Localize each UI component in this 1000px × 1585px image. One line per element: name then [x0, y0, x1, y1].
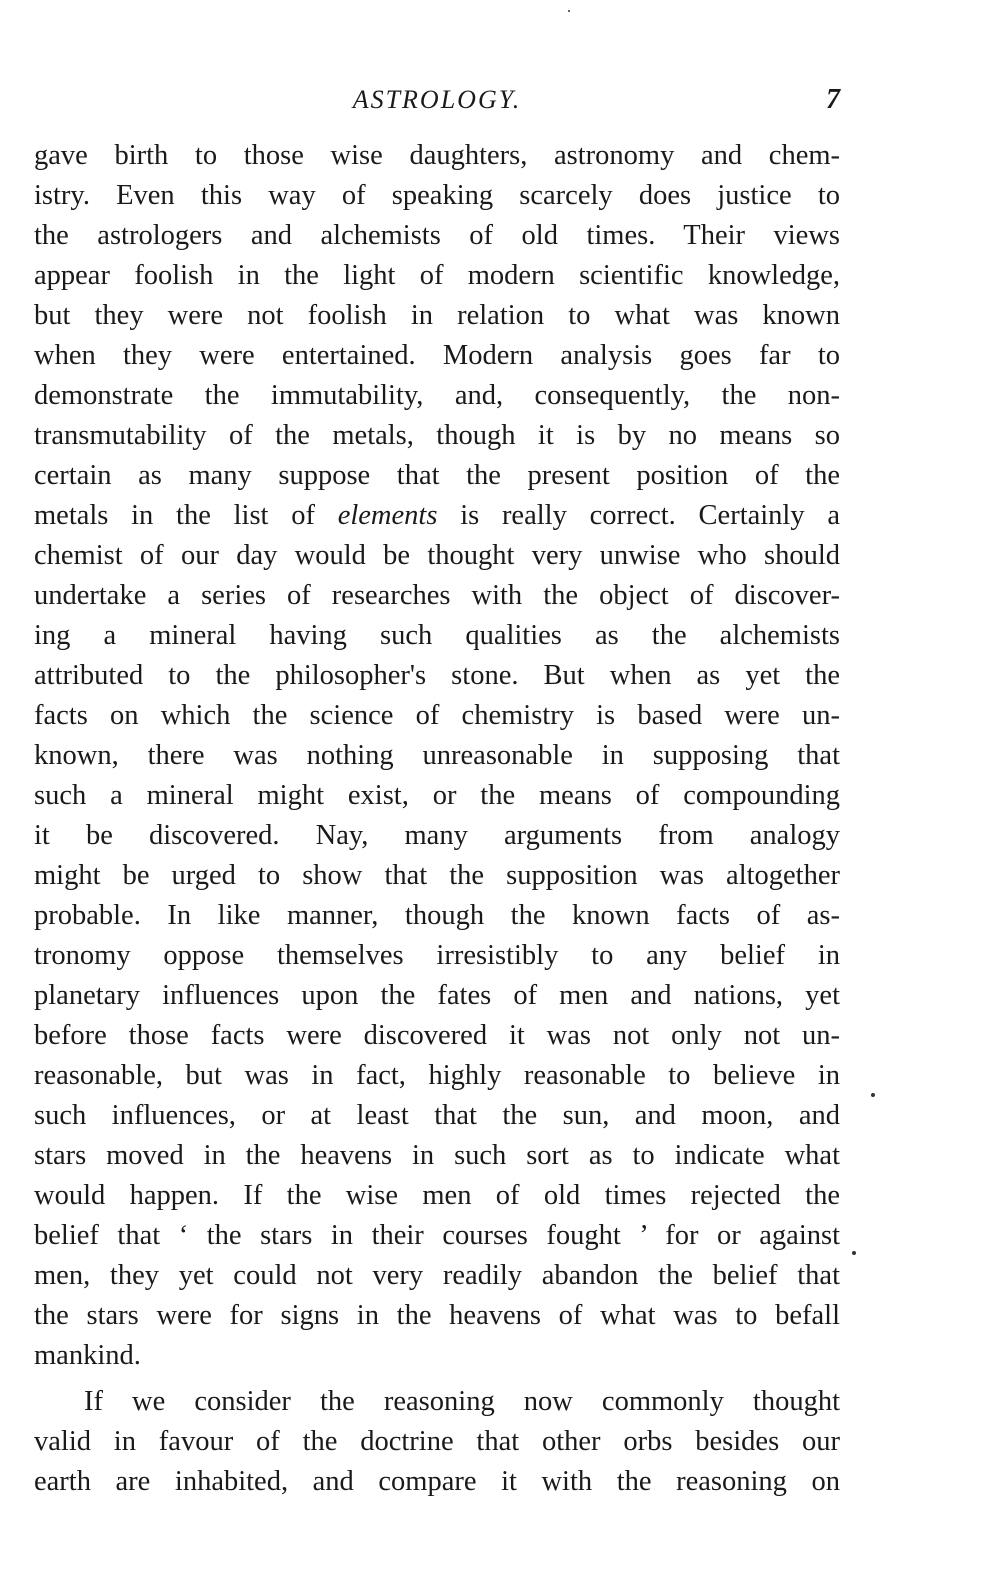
text-line: ing a mineral having such qualities as the alchemists [34, 620, 840, 651]
text-line: before those facts were discovered it was not only not un- [34, 1020, 840, 1051]
text-line: planetary influences upon the fates of men and nations, yet [34, 980, 840, 1011]
text-line: the stars were for signs in the heavens of what was to befall [34, 1300, 840, 1331]
text-line: it be discovered. Nay, many arguments from analogy [34, 820, 840, 851]
text-line: men, they yet could not very readily abandon the belief that [34, 1260, 840, 1291]
text-line [34, 496, 840, 536]
text-line: belief that ‘ the stars in their courses fought ’ for or against [34, 1220, 840, 1251]
print-speck [871, 1093, 875, 1097]
text-line: certain as many suppose that the present position of the [34, 460, 840, 491]
text-line: such a mineral might exist, or the means of compounding [34, 780, 840, 811]
text-line: might be urged to show that the supposition was altogether [34, 860, 840, 891]
text-segment: metals in the list of [34, 500, 315, 531]
text-line: attributed to the philosopher's stone. But when as yet the [34, 660, 840, 691]
text-line: gave birth to those wise daughters, astronomy and chem- [34, 140, 840, 171]
print-speck [852, 1251, 856, 1255]
text-line: demonstrate the immutability, and, consequently, the non- [34, 380, 840, 411]
paragraph-first-line: If we consider the reasoning now commonly thought [84, 1386, 840, 1417]
text-line: probable. In like manner, though the known facts of as- [34, 900, 840, 931]
text-line: tronomy oppose themselves irresistibly to any belief in [34, 940, 840, 971]
text-line: but they were not foolish in relation to what was known [34, 300, 840, 331]
running-title: ASTROLOGY. [352, 85, 522, 114]
text-line: transmutability of the metals, though it is by no means so [34, 420, 840, 451]
text-line: would happen. If the wise men of old times rejected the [34, 1180, 840, 1211]
text-line: istry. Even this way of speaking scarcely does justice to [34, 180, 840, 211]
text-line: facts on which the science of chemistry is based were un- [34, 700, 840, 731]
text-line: earth are inhabited, and compare it with the reasoning on [34, 1466, 840, 1497]
text-line: valid in favour of the doctrine that other orbs besides our [34, 1426, 840, 1457]
text-line: known, there was nothing unreasonable in supposing that [34, 740, 840, 771]
text-line: reasonable, but was in fact, highly reasonable to believe in [34, 1060, 840, 1091]
text-line: appear foolish in the light of modern scientific knowledge, [34, 260, 840, 291]
text-line: the astrologers and alchemists of old times. Their views [34, 220, 840, 251]
running-head [34, 82, 840, 118]
text-segment: is really correct. Certainly a [460, 500, 840, 531]
italic-term: elements [337, 500, 438, 531]
text-line: undertake a series of researches with the object of discover- [34, 580, 840, 611]
text-line: stars moved in the heavens in such sort as to indicate what [34, 1140, 840, 1171]
page-number: 7 [826, 84, 840, 115]
body-text [34, 136, 840, 1502]
print-speck [568, 10, 570, 12]
text-line: chemist of our day would be thought very unwise who should [34, 540, 840, 571]
text-line: such influences, or at least that the sun, and moon, and [34, 1100, 840, 1131]
text-line: when they were entertained. Modern analysis goes far to [34, 340, 840, 371]
text-line: mankind. [34, 1340, 141, 1371]
